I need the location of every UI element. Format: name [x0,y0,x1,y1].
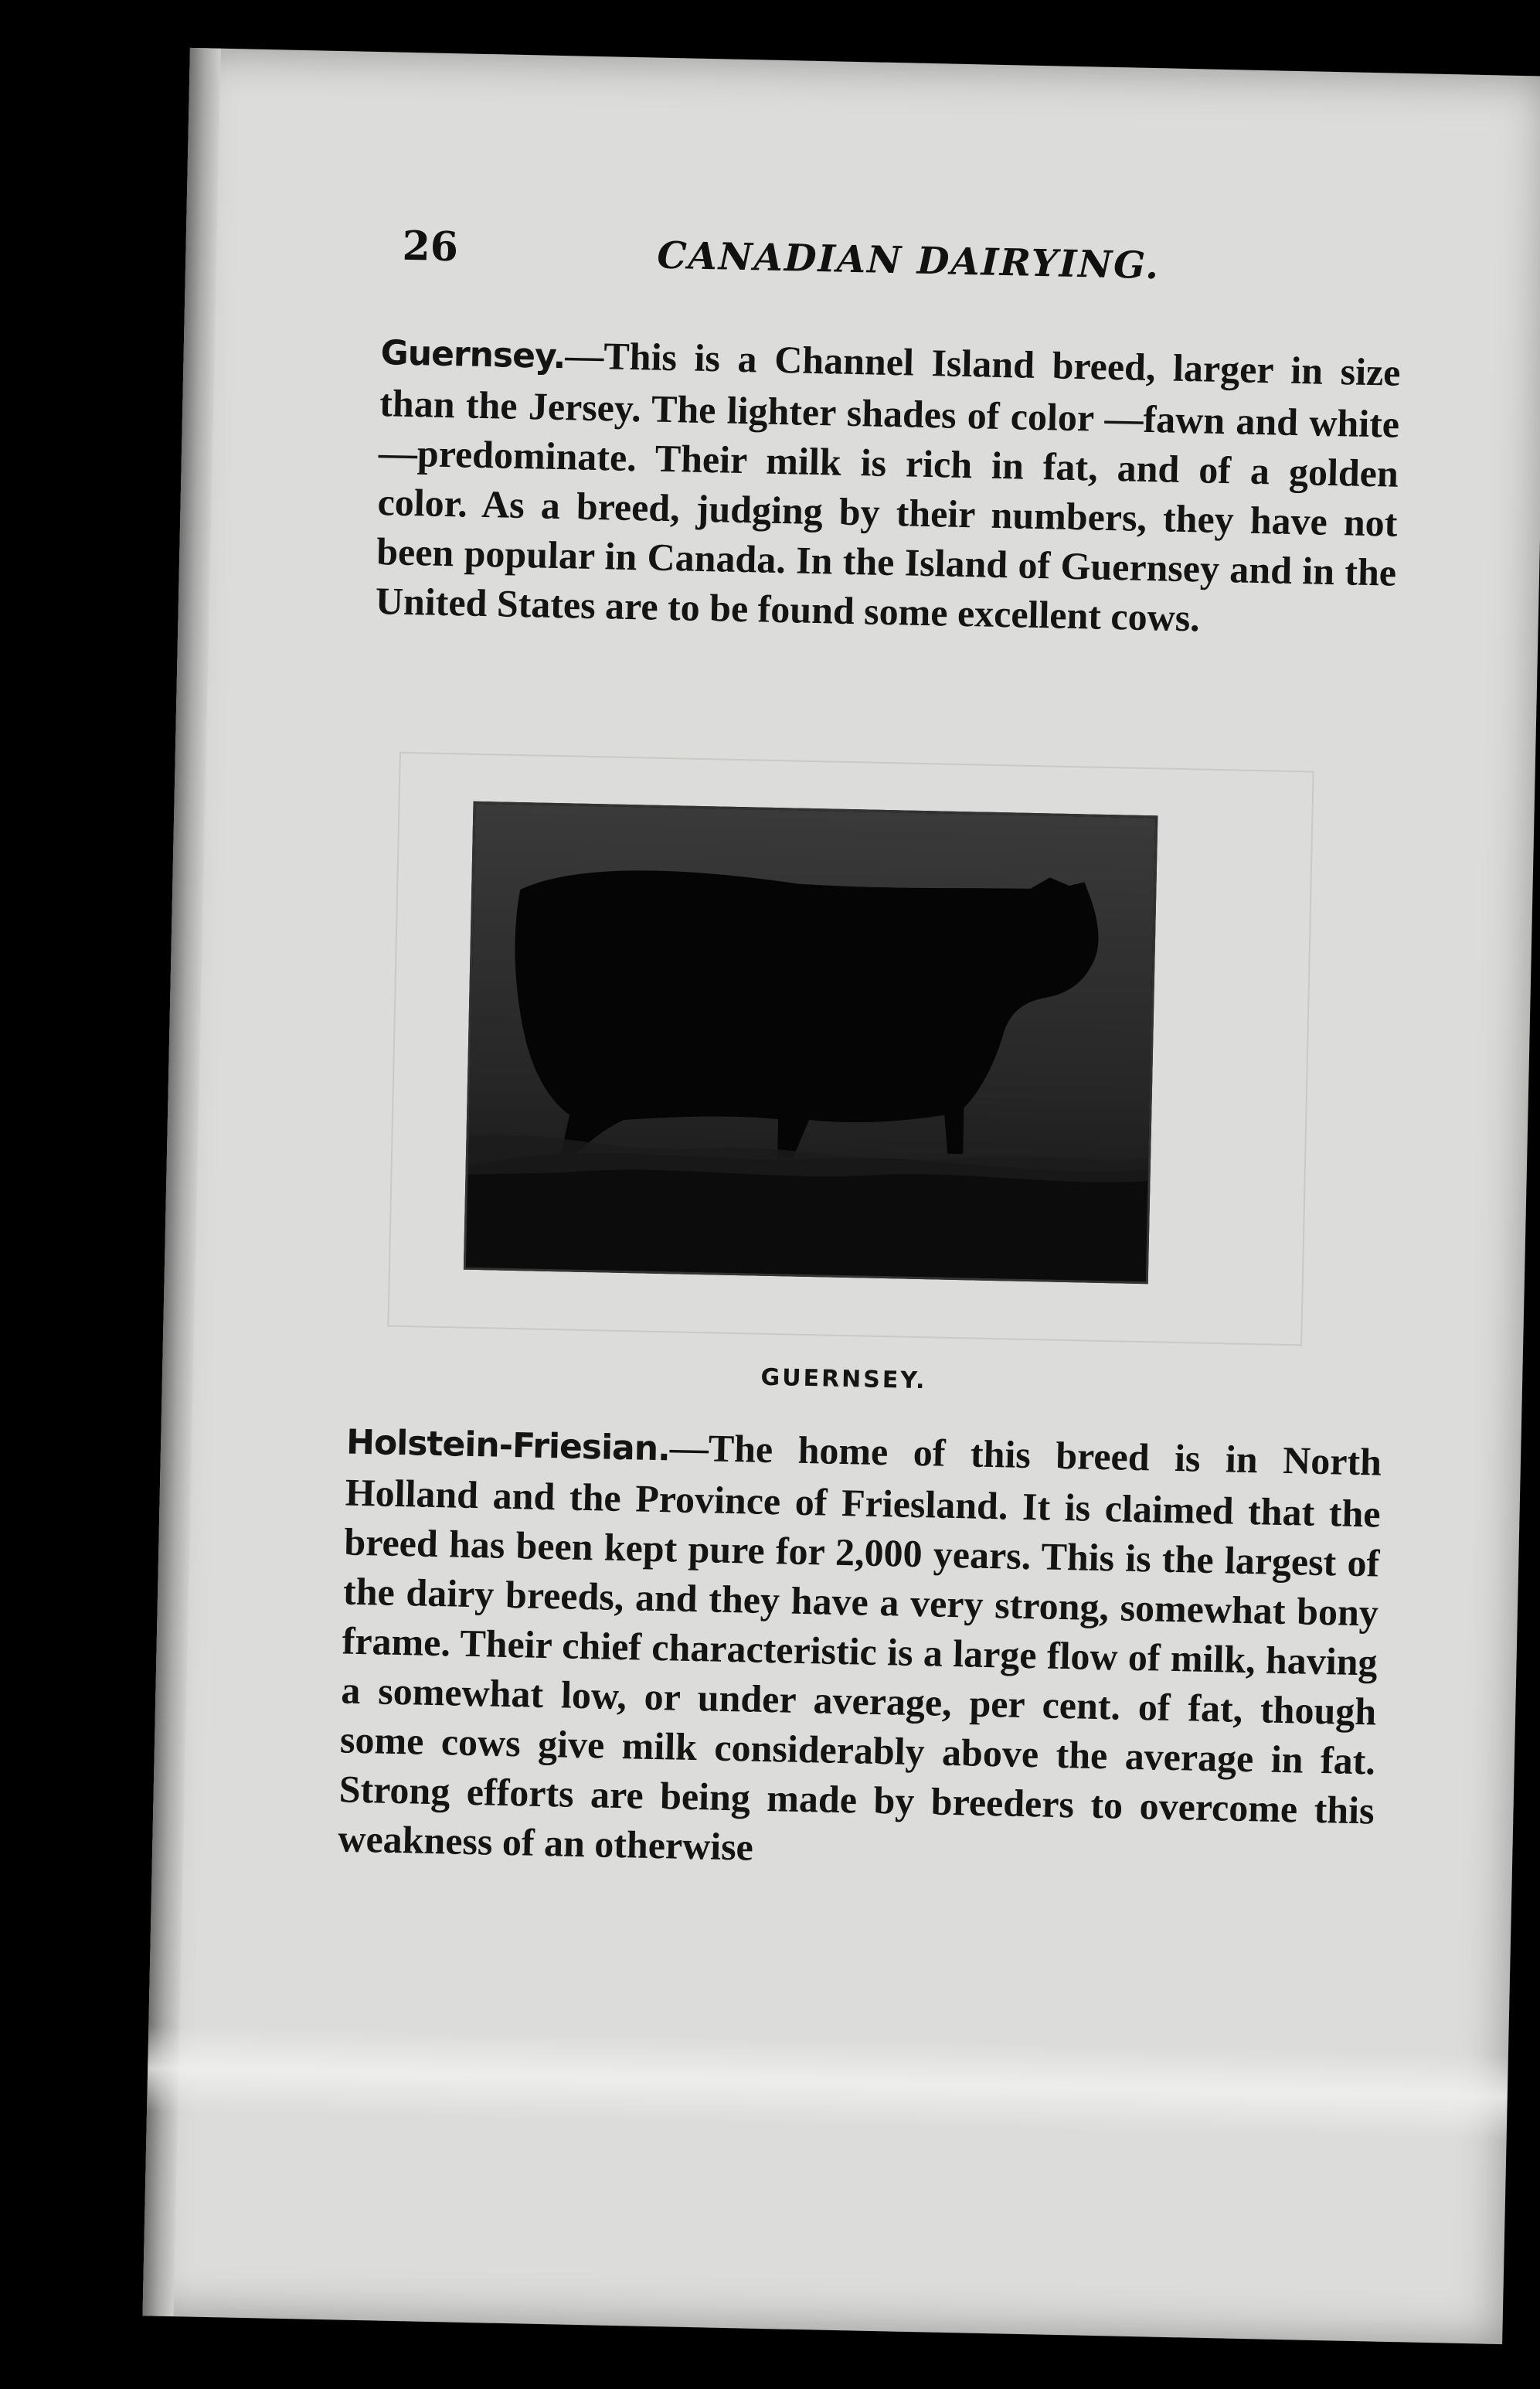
paper-bleedthrough [147,2026,1508,2139]
page-number: 26 [401,222,459,271]
holstein-heading: Holstein-Friesian. [345,1422,671,1469]
guernsey-cow-photo [464,801,1158,1284]
holstein-paragraph [338,1416,1382,1885]
book-title: CANADIAN DAIRYING. [656,233,1161,288]
running-head [401,223,1453,314]
guernsey-text: —This is a Channel Island breed, larger in size than the Jersey. The lighter shades of color —fawn and white—predominate. Their milk is rich in fat, and of a golden color. As a breed, judging by their numbers, they have not been popular in Canada. In the Island of Guernsey and in the United States are to be found some excellent cows. [375,333,1402,640]
cow-silhouette-image [466,804,1155,1281]
figure [387,752,1314,1395]
holstein-text: —The home of this breed is in North Holland and the Province of Friesland. It is claimed that the breed has been kept pure for 2,000 years. This is the largest of the dairy breeds, and they have a very strong, somewhat bony frame. Their chief characteristic is a large flow of milk, having a somewhat low, or under average, per cent. of fat, though some cows give milk considerably above the average in fat. Strong efforts are being made by breeders to overcome this weakness of an otherwise [337,1425,1382,1869]
figure-caption: GUERNSEY. [760,1363,927,1395]
book-page [142,48,1540,2344]
guernsey-heading: Guernsey. [380,333,566,377]
guernsey-paragraph [375,326,1401,647]
